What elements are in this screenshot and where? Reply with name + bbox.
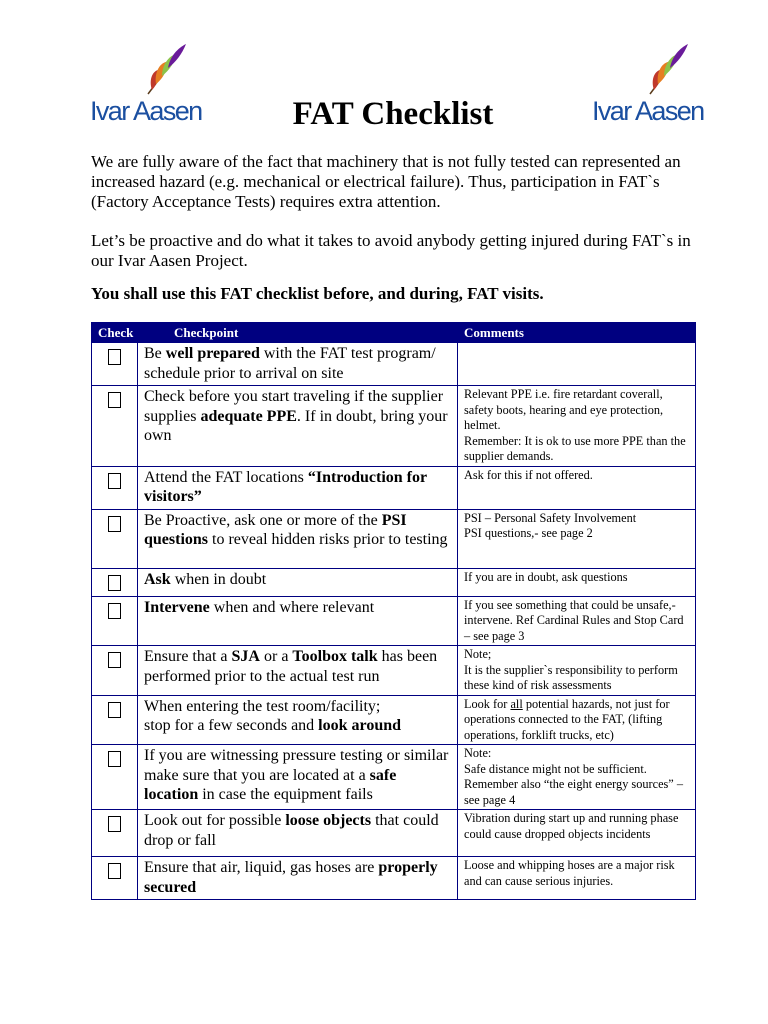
- comment-text: Ask for this if not offered.: [464, 467, 593, 482]
- checkpoint-text: PSI questions: [144, 511, 407, 548]
- checkbox[interactable]: [108, 575, 121, 591]
- checkpoint-cell: [138, 596, 458, 646]
- checkpoint-cell: [138, 745, 458, 810]
- comment-text: PSI – Personal Safety Involvement: [464, 510, 637, 525]
- table-row: [92, 596, 696, 646]
- checkpoint-cell: [138, 695, 458, 745]
- checkpoint-text: Ask: [144, 570, 171, 588]
- checkpoint-text: Check before you start traveling if the supplier supplies: [144, 388, 444, 425]
- checkpoint-cell: [138, 568, 458, 596]
- instruction-text: You shall use this FAT checklist before, and during, FAT visits.: [91, 284, 544, 303]
- checkpoint-text: in case the equipment fails: [198, 786, 373, 803]
- checkpoint-cell: [138, 509, 458, 568]
- checkpoint-text: Ensure that a: [144, 648, 232, 665]
- checkpoint-cell: [138, 466, 458, 509]
- comments-cell: [458, 386, 696, 467]
- table-row: [92, 343, 696, 386]
- comment-text: It is the supplier`s responsibility to perform these kind of risk assessments: [464, 662, 678, 692]
- checkpoint-text: If you are witnessing pressure testing or similar make sure that you are located at a: [144, 747, 449, 784]
- checkbox[interactable]: [108, 702, 121, 718]
- checkpoint-text: or a: [259, 648, 293, 665]
- checkpoint-text: when and where relevant: [209, 598, 375, 616]
- checkbox[interactable]: [108, 392, 121, 408]
- comment-text: Note:: [464, 746, 492, 760]
- table-row: [92, 509, 696, 568]
- checkpoint-text: Ensure that air, liquid, gas hoses are: [144, 859, 379, 876]
- table-row: [92, 466, 696, 509]
- checkpoint-text: When entering the test room/facility;: [144, 697, 381, 715]
- checkpoint-text: Intervene: [144, 598, 210, 616]
- comments-cell: [458, 568, 696, 596]
- checkpoint-cell: [138, 343, 458, 386]
- intro-paragraph-2: Let’s be proactive and do what it takes to avoid anybody getting injured during FAT`s in our Ivar Aasen Project.: [91, 231, 691, 270]
- comment-text: Note;: [464, 647, 492, 661]
- comments-cell: [458, 745, 696, 810]
- checkpoint-text: that could drop or fall: [144, 812, 439, 849]
- comments-cell: [458, 857, 696, 900]
- table-row: [92, 857, 696, 900]
- checkpoint-text: stop for a few seconds and: [144, 717, 319, 734]
- comment-text: all: [510, 696, 523, 711]
- checkpoint-text: safe location: [144, 766, 397, 803]
- checkpoint-text: when in doubt: [170, 570, 267, 588]
- table-row: [92, 810, 696, 857]
- fat-checklist-table: [91, 322, 696, 900]
- checkpoint-text: Look out for possible: [144, 812, 286, 829]
- table-body: [92, 343, 696, 900]
- comment-text: Look for: [464, 696, 511, 711]
- checkbox[interactable]: [108, 603, 121, 619]
- checkpoint-text: well prepared: [165, 345, 260, 362]
- comment-text: PSI questions,- see page 2: [464, 526, 593, 540]
- checkpoint-text: Attend the FAT locations: [144, 468, 308, 486]
- checkpoint-cell: [138, 386, 458, 467]
- intro-paragraph-1: We are fully aware of the fact that machinery that is not fully tested can represented an increased hazard (e.g. mechanical or electrical failure). Thus, participation in FAT`s (Factory Acceptance Tests) requires extra attention.: [91, 152, 681, 211]
- checkpoint-cell: [138, 810, 458, 857]
- checkbox[interactable]: [108, 473, 121, 489]
- checkbox[interactable]: [108, 863, 121, 879]
- comment-text: Vibration during start up and running phase could cause dropped objects incidents: [464, 811, 679, 841]
- check-cell: [92, 695, 138, 745]
- checkpoint-text: . If in doubt, bring your own: [144, 407, 448, 444]
- comments-cell: [458, 596, 696, 646]
- check-cell: [92, 386, 138, 467]
- checkbox[interactable]: [108, 516, 121, 532]
- checkpoint-text: has been performed prior to the actual test run: [144, 648, 438, 685]
- table-row: [92, 568, 696, 596]
- feather-icon: [642, 40, 694, 96]
- comments-cell: [458, 810, 696, 857]
- logo-brand-text: Ivar Aasen: [90, 96, 202, 126]
- checkpoint-text: “Introduction for visitors”: [144, 468, 427, 505]
- page-title: FAT Checklist: [292, 96, 494, 132]
- checkbox[interactable]: [108, 816, 121, 832]
- check-cell: [92, 466, 138, 509]
- header-check: Check: [92, 323, 138, 343]
- comments-cell: [458, 509, 696, 568]
- check-cell: [92, 509, 138, 568]
- header-checkpoint: Checkpoint: [138, 323, 458, 343]
- header-comments: Comments: [458, 323, 696, 343]
- comments-cell: [458, 695, 696, 745]
- comment-text: If you see something that could be unsafe,- intervene. Ref Cardinal Rules and Stop Card – see page 3: [464, 597, 684, 643]
- checkpoint-text: properly secured: [144, 859, 438, 896]
- checkbox[interactable]: [108, 349, 121, 365]
- checkpoint-text: Be Proactive, ask one or more of the: [144, 511, 382, 529]
- checkpoint-text: SJA: [231, 648, 260, 665]
- checkpoint-text: adequate PPE: [200, 407, 297, 425]
- check-cell: [92, 596, 138, 646]
- comments-cell: [458, 646, 696, 696]
- comment-text: Relevant PPE i.e. fire retardant coverall, safety boots, hearing and eye protection, helmet.: [464, 387, 664, 432]
- table-row: [92, 695, 696, 745]
- check-cell: [92, 646, 138, 696]
- comments-cell: [458, 466, 696, 509]
- check-cell: [92, 810, 138, 857]
- comment-text: Loose and whipping hoses are a major risk and can cause serious injuries.: [464, 858, 675, 888]
- checkpoint-text: Toolbox talk: [292, 648, 378, 665]
- checkpoint-cell: [138, 857, 458, 900]
- table-row: [92, 745, 696, 810]
- logo-brand-text: Ivar Aasen: [592, 96, 704, 126]
- checkpoint-text: to reveal hidden risks prior to testing: [208, 531, 448, 548]
- check-cell: [92, 857, 138, 900]
- checkpoint-text: with the FAT test program/ schedule prior to arrival on site: [144, 345, 436, 382]
- table-row: [92, 646, 696, 696]
- checkbox[interactable]: [108, 751, 121, 767]
- comment-text: If you are in doubt, ask questions: [464, 569, 628, 584]
- check-cell: [92, 745, 138, 810]
- check-cell: [92, 568, 138, 596]
- checkpoint-text: loose objects: [285, 812, 372, 829]
- table-row: [92, 386, 696, 467]
- checkpoint-text: look around: [318, 717, 402, 734]
- comment-text: Safe distance might not be sufficient. Remember also “the eight energy sources” – see page 4: [464, 761, 683, 807]
- table-header-row: [92, 323, 696, 343]
- comment-text: potential hazards, not just for operations connected to the FAT, (lifting operations, forklift trucks, etc): [464, 696, 670, 742]
- feather-icon: [140, 40, 192, 96]
- comments-cell: [458, 343, 696, 386]
- check-cell: [92, 343, 138, 386]
- comment-text: Remember: It is ok to use more PPE than the supplier demands.: [464, 433, 686, 463]
- checkbox[interactable]: [108, 652, 121, 668]
- checkpoint-cell: [138, 646, 458, 696]
- checkpoint-text: Be: [144, 345, 166, 362]
